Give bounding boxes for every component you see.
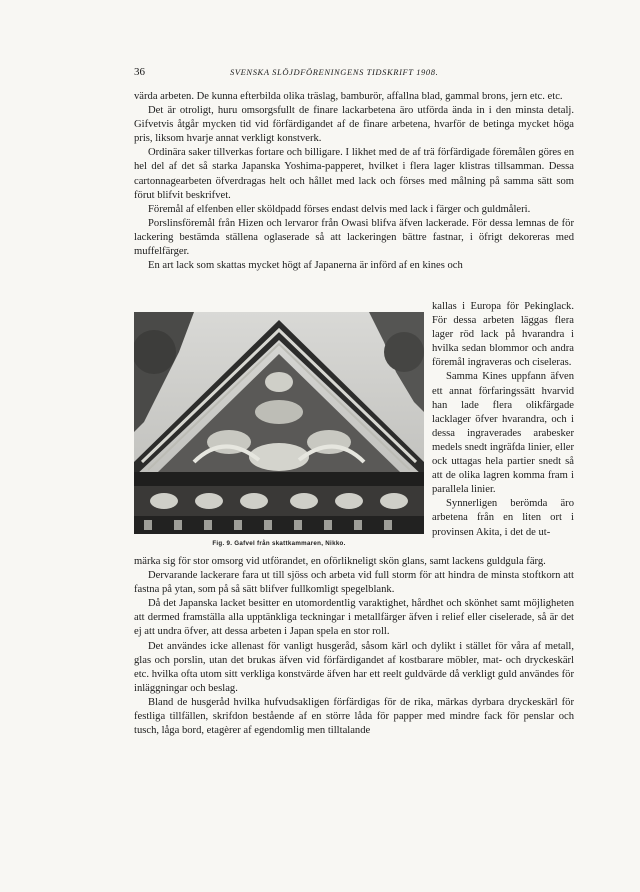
paragraph: Då det Japanska lacket besitter en utomordentlig varaktighet, hårdhet och skönhet samt möjligheten att dermed framställa alla upptänkliga teckningar i metallfärger äfven i relief eller ciselerade, så är det ej att undra öfver, att dessa arbeten i Japan spela en stor roll. — [134, 598, 574, 638]
paragraph: Porslinsföremål från Hizen och lervaror från Owasi blifva äfven lackerade. För dessa lemnas de för lackering bestämda ställena oglaserade så att lackeringen bättre fastnar, i öfrigt dekoreras med muffelfärger. — [134, 217, 574, 258]
running-title: SVENSKA SLÖJDFÖRENINGENS TIDSKRIFT 1908. — [230, 67, 439, 77]
paragraph: Bland de husgeråd hvilka hufvudsakligen förfärdigas för de rika, märkas dyrbara dryckeskärl för festliga tillfällen, skrifdon bestående af en större låda för papper med mindre fack för penslar och tusch, låga bord, etagèrer af egendomlig men tilltalande — [134, 696, 574, 737]
figure-caption: Fig. 9. Gafvel från skattkammaren, Nikko. — [212, 540, 346, 547]
paragraph: kallas i Europa för Pekinglack. För dessa arbeten läggas flera lager röd lack på hvarandra i hvilka sedan blommor och andra föremål ingraveras och ciseleras. — [432, 301, 574, 369]
page-header — [134, 66, 574, 82]
paragraph: märka sig för stor omsorg vid utförandet, en oförlikneligt skön glans, samt lackens guldgula färg. — [134, 556, 546, 567]
paragraph: Det användes icke allenast för vanligt husgeråd, såsom kärl och dylikt i stället för våra af metall, glas och porslin, utan det brukas äfven vid förfärdigandet af kostbarare möbler, mat- och dryckeskärl etc. hvilka ofta utom sitt verkliga konstvärde äfven har ett reelt guldvärde då verkligt guld användes för inläggningar och beslag. — [134, 640, 574, 694]
page-number: 36 — [134, 66, 145, 78]
paragraph: Samma Kines uppfann äfven ett annat förfaringssätt hvarvid han lade flera olikfärgade lacklager öfver hvarandra, och i dessa ingraverades arabesker medels snedt ingräfda linier, eller ock uttagas hela partier snedt så att de olika lagren komma fram i parallela linier. — [432, 371, 574, 496]
body-text-bottom — [134, 555, 574, 738]
paragraph: Det är otroligt, huru omsorgsfullt de finare lackarbetena äro utförda ända in i den minsta detalj. Gifvetvis åtgår mycken tid vid förfärdigandet af de finare arbetena, hvarför de betinga mycket höga pris, liksom hvarje annat verkligt konstverk. — [134, 105, 574, 145]
body-text-top — [134, 90, 574, 273]
side-column-text — [432, 300, 574, 540]
paragraph: En art lack som skattas mycket högt af Japanerna är införd af en kines och — [148, 260, 463, 272]
paragraph: Synnerligen berömda äro arbetena från en liten ort i provinsen Akita, i det de ut- — [432, 498, 574, 538]
paragraph: värda arbeten. De kunna efterbilda olika träslag, bamburör, affallna blad, gammal brons, jern etc. etc. — [134, 91, 563, 102]
figure-photo — [134, 312, 424, 534]
temple-gable-photo-icon — [134, 312, 424, 534]
paragraph: Föremål af elfenben eller sköldpadd förses endast delvis med lack i färger och guldmåleri. — [148, 203, 531, 215]
paragraph: Ordinära saker tillverkas fortare och billigare. I likhet med de af trä förfärdigade föremålen göres en hel del af det så starka Japanska Yoshima-papperet, hvilket i flera lager klistras tillsamman. Dessa cartonnagearbeten öfverdragas helt och hållet med lack och förses med målning på samma sätt som förut blifvit beskrifvet. — [134, 147, 574, 201]
paragraph: Dervarande lackerare fara ut till sjöss och arbeta vid full storm för att hindra de minsta stoftkorn att fastna på ytan, som på så sätt blifver fullkomligt spegelblank. — [134, 570, 574, 596]
